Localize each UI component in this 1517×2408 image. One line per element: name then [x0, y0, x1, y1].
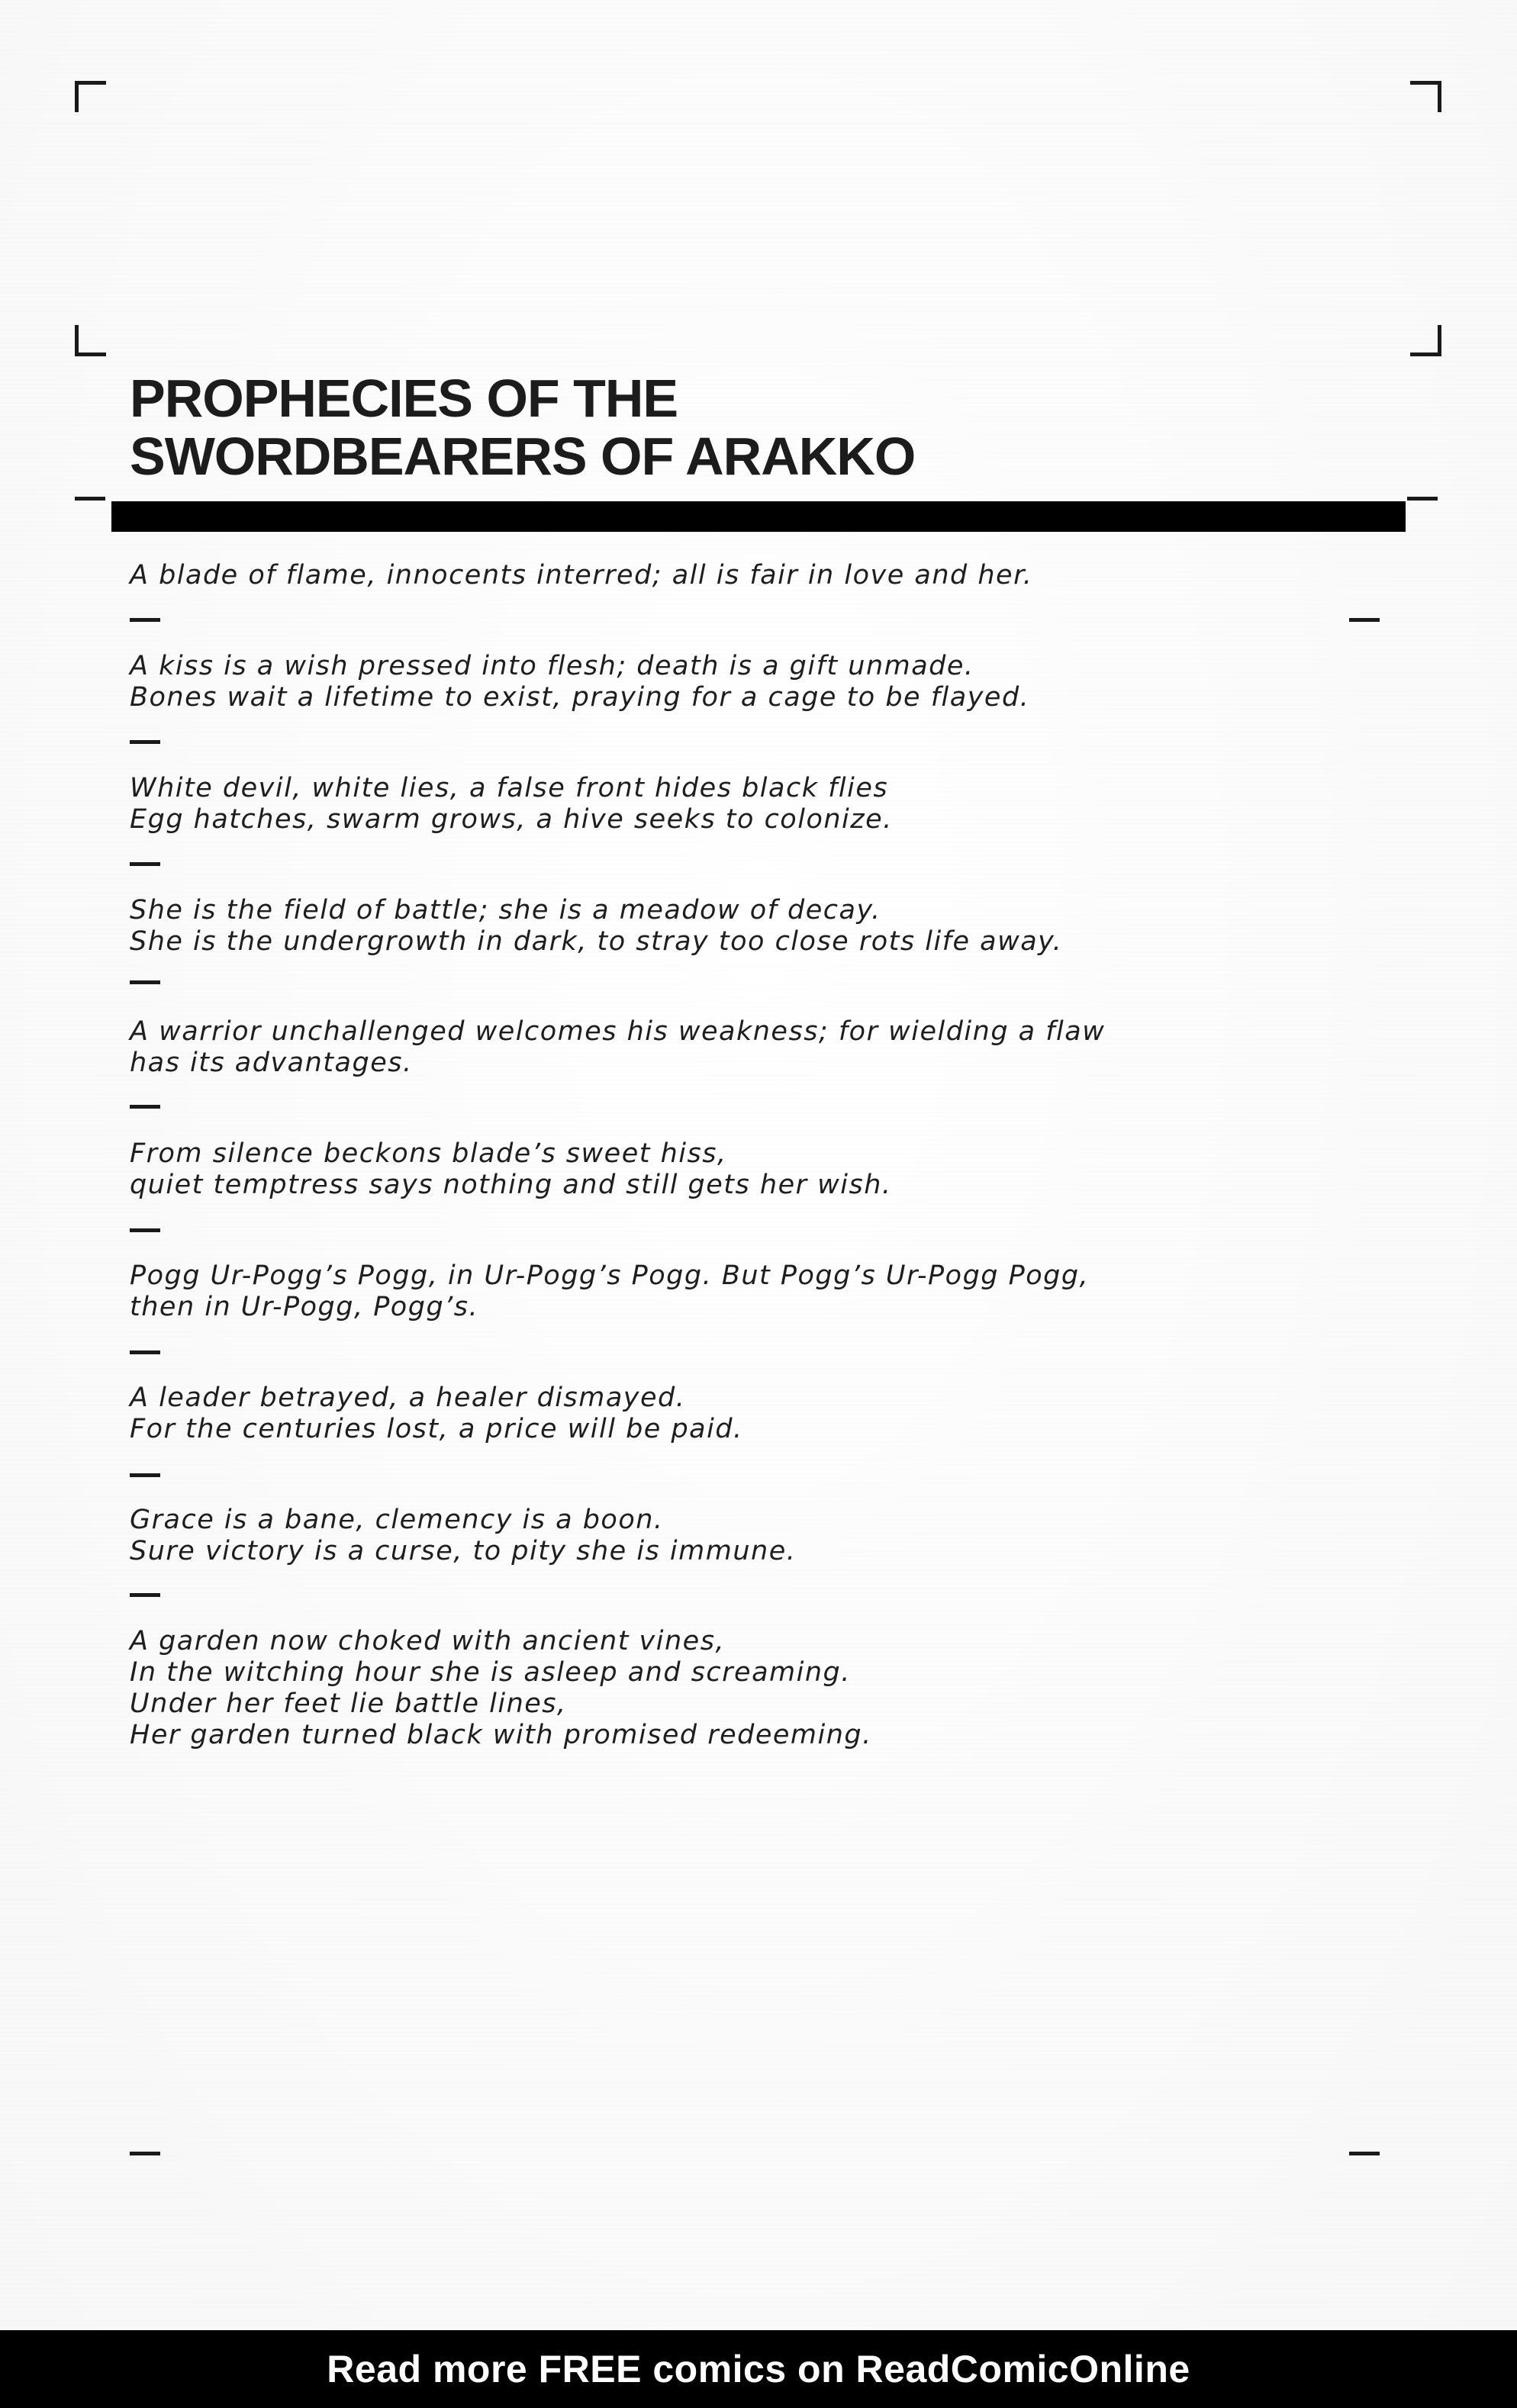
prophecy-5: [130, 1016, 1105, 1079]
prophecy-line: Egg hatches, swarm grows, a hive seeks to colonize.: [130, 804, 893, 835]
separator-dash: [130, 1593, 160, 1597]
prophecy-3: [130, 773, 893, 835]
bottom-tick-right: [1349, 2152, 1380, 2155]
page-title: [130, 369, 915, 485]
separator-dash: [130, 1350, 160, 1354]
prophecy-line: In the witching hour she is asleep and screaming.: [130, 1657, 851, 1688]
prophecy-line: A blade of flame, innocents interred; all is fair in love and her.: [130, 560, 1033, 591]
frame-corner-top-left: [75, 81, 106, 112]
separator-dash: [130, 740, 160, 744]
prophecy-line: has its advantages.: [130, 1048, 413, 1078]
title-rule: [111, 501, 1406, 532]
separator-dash: [130, 862, 160, 866]
prophecy-line: A leader betrayed, a healer dismayed.: [130, 1383, 686, 1413]
promo-banner[interactable]: [0, 2330, 1517, 2408]
prophecy-line: She is the field of battle; she is a meadow of decay.: [130, 895, 881, 926]
prophecy-line: Her garden turned black with promised redeeming.: [130, 1720, 872, 1750]
prophecy-6: [130, 1138, 892, 1201]
prophecy-8: [130, 1383, 743, 1445]
prophecy-10: [130, 1626, 872, 1751]
prophecy-line: Sure victory is a curse, to pity she is immune.: [130, 1536, 797, 1566]
bottom-tick-left: [130, 2152, 160, 2155]
prophecy-line: A garden now choked with ancient vines,: [130, 1626, 726, 1656]
prophecy-line: Under her feet lie battle lines,: [130, 1688, 567, 1719]
separator-dash: [130, 1105, 160, 1109]
prophecy-line: Pogg Ur-Pogg’s Pogg, in Ur-Pogg’s Pogg. But Pogg’s Ur-Pogg Pogg,: [130, 1260, 1090, 1291]
prophecy-line: White devil, white lies, a false front hides black flies: [130, 773, 889, 803]
separator-dash: [130, 1473, 160, 1477]
prophecy-line: For the centuries lost, a price will be paid.: [130, 1414, 743, 1444]
prophecy-4: [130, 895, 1062, 958]
title-line-1: PROPHECIES OF THE: [130, 369, 678, 428]
prophecy-line: Grace is a bane, clemency is a boon.: [130, 1505, 664, 1535]
separator-dash: [130, 618, 160, 622]
prophecy-line: A warrior unchallenged welcomes his weakness; for wielding a flaw: [130, 1016, 1106, 1047]
prophecy-9: [130, 1505, 796, 1567]
separator-dash: [130, 1228, 160, 1232]
prophecy-line: then in Ur-Pogg, Pogg’s.: [130, 1292, 479, 1322]
promo-banner-text[interactable]: Read more FREE comics on ReadComicOnline: [327, 2348, 1190, 2390]
prophecy-2: [130, 651, 1029, 713]
margin-tick-right: [1349, 618, 1380, 622]
prophecy-line: Bones wait a lifetime to exist, praying for a cage to be flayed.: [130, 682, 1030, 713]
prophecy-line: A kiss is a wish pressed into flesh; death is a gift unmade.: [130, 651, 974, 681]
title-line-2: SWORDBEARERS OF ARAKKO: [130, 427, 916, 486]
prophecy-1: [130, 560, 1032, 591]
prophecy-7: [130, 1260, 1089, 1323]
prophecy-line: quiet temptress says nothing and still gets her wish.: [130, 1170, 892, 1200]
frame-corner-inner-left: [75, 325, 106, 356]
frame-tick-right: [1407, 497, 1438, 501]
separator-dash: [130, 980, 160, 984]
prophecy-line: From silence beckons blade’s sweet hiss,: [130, 1138, 727, 1169]
frame-corner-inner-right: [1410, 325, 1441, 356]
frame-corner-top-right: [1410, 81, 1441, 112]
prophecy-line: She is the undergrowth in dark, to stray too close rots life away.: [130, 926, 1063, 957]
frame-tick-left: [75, 497, 105, 501]
